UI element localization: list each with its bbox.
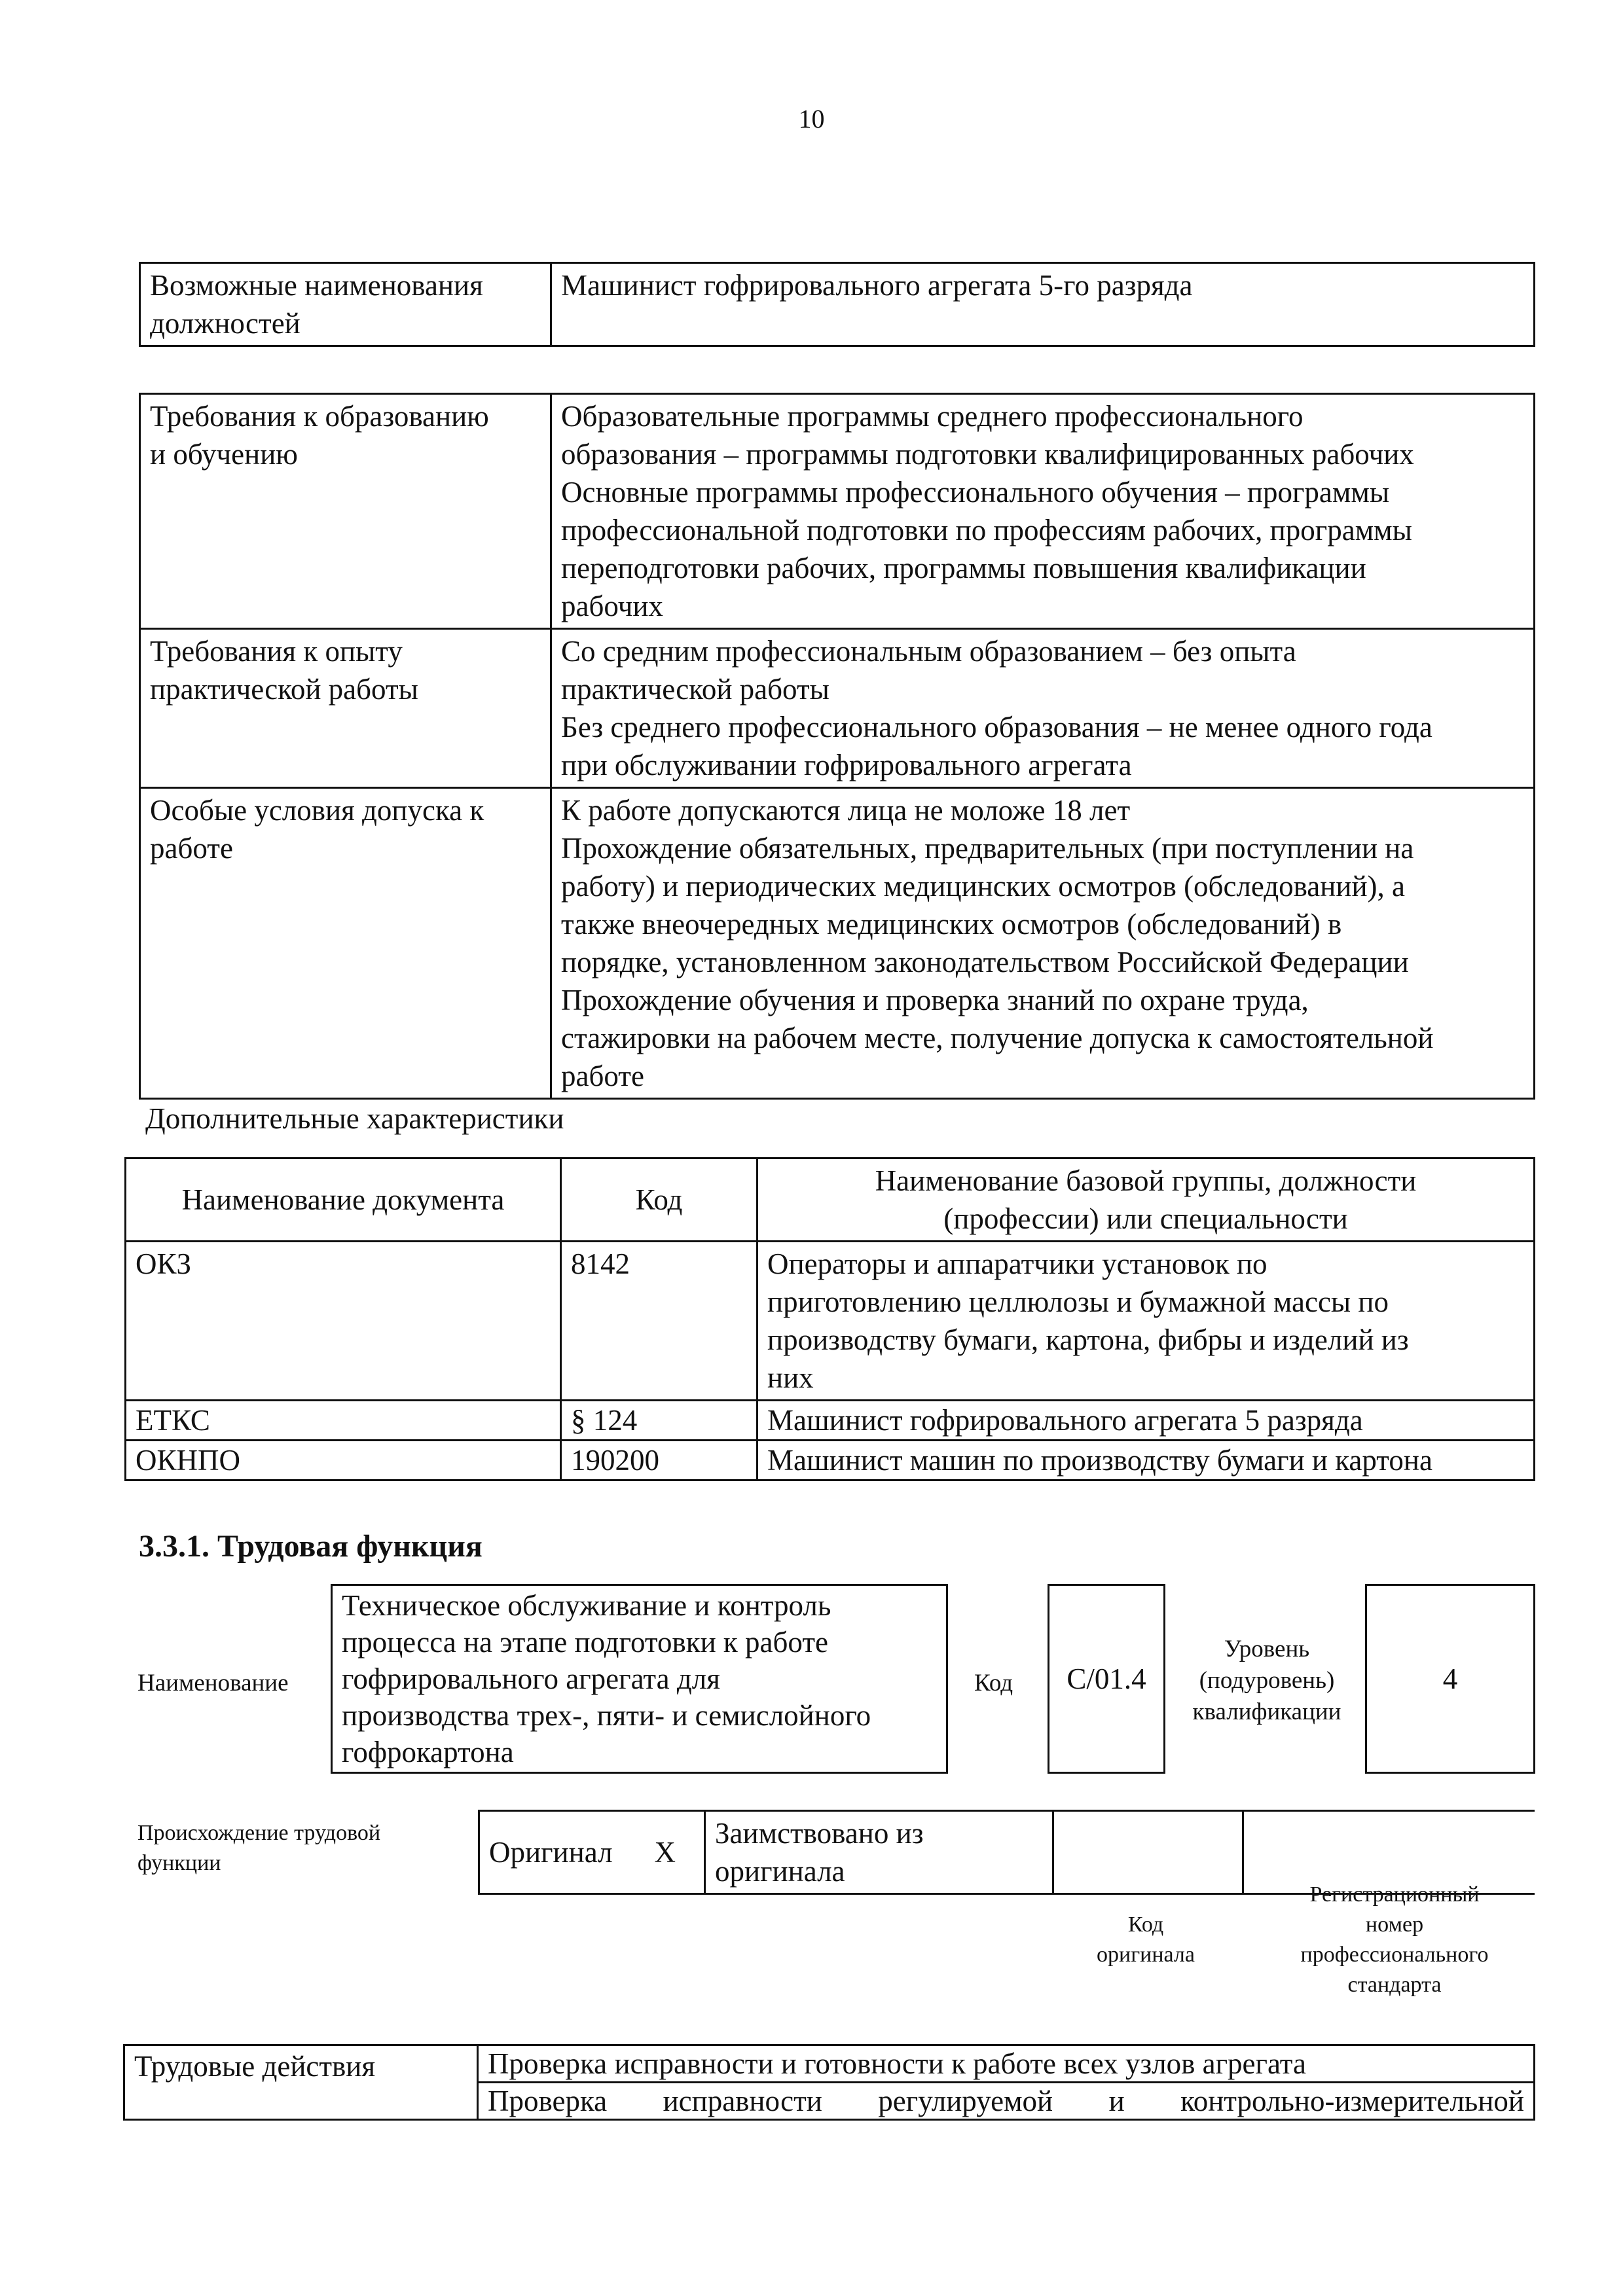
function-name-label: Наименование [137, 1670, 289, 1696]
row-name: Машинист гофрировального агрегата 5 разряда [757, 1401, 1535, 1441]
requirements-value: Со средним профессиональным образованием – без опыта практической работы Без среднего профессионального образования – не менее одного года при обслуживании гофрировального агрегата [551, 629, 1535, 788]
row-code: § 124 [561, 1401, 757, 1441]
additional-title: Дополнительные характеристики [145, 1102, 564, 1135]
requirements-row-admission [140, 788, 1535, 1099]
requirements-table [139, 393, 1535, 1100]
row-doc: ЕТКС [126, 1401, 561, 1441]
action-item: Проверка исправности регулируемой и контрольно-измерительной [478, 2083, 1535, 2120]
row-name: Операторы и аппаратчики установок по приготовлению целлюлозы и бумажной массы по производству бумаги, картона, фибры и изделий из них [757, 1242, 1535, 1401]
origin-mark: X [627, 1811, 705, 1894]
function-code-box: С/01.4 [1048, 1584, 1165, 1774]
header-doc: Наименование документа [126, 1158, 561, 1242]
requirements-label: Требования к опыту практической работы [140, 629, 551, 788]
level-value-box: 4 [1365, 1584, 1535, 1774]
row-code: 8142 [561, 1242, 757, 1401]
positions-table [139, 262, 1535, 347]
origin-borrowed: Заимствовано из оригинала [705, 1811, 1053, 1894]
table-row [126, 1242, 1535, 1401]
page-number: 10 [798, 104, 825, 134]
origin-label: Происхождение трудовой функции [137, 1821, 381, 1875]
requirements-label: Особые условия допуска к работе [140, 788, 551, 1099]
table-row [126, 1441, 1535, 1480]
row-name: Машинист машин по производству бумаги и картона [757, 1441, 1535, 1480]
requirements-row-experience [140, 629, 1535, 788]
requirements-value: Образовательные программы среднего профессионального образования – программы подготовки квалифицированных рабочих Основные программы профессионального обучения – программы профессиональной подготовки по профессиям рабочих, программы переподготовки рабочих, программы повышения квалификации рабочих [551, 394, 1535, 629]
row-doc: ОКНПО [126, 1441, 561, 1480]
requirements-label: Требования к образованию и обучению [140, 394, 551, 629]
origin-original: Оригинал [479, 1811, 627, 1894]
function-name-box: Техническое обслуживание и контроль процесса на этапе подготовки к работе гофрировального агрегата для производства трех-, пяти- и семислойного гофрокартона [331, 1584, 948, 1774]
origin-code-cell [1053, 1811, 1243, 1894]
row-code: 190200 [561, 1441, 757, 1480]
header-code: Код [561, 1158, 757, 1242]
additional-table [124, 1157, 1535, 1481]
row-doc: ОКЗ [126, 1242, 561, 1401]
function-code-label: Код [974, 1670, 1013, 1696]
header-name: Наименование базовой группы, должности (профессии) или специальности [757, 1158, 1535, 1242]
section-heading: 3.3.1. Трудовая функция [139, 1529, 483, 1564]
positions-value: Машинист гофрировального агрегата 5-го разряда [551, 263, 1535, 346]
positions-label: Возможные наименования должностей [140, 263, 551, 346]
table-row [126, 1401, 1535, 1441]
action-item: Проверка исправности и готовности к работе всех узлов агрегата [478, 2045, 1535, 2083]
additional-header-row [126, 1158, 1535, 1242]
level-label: Уровень (подуровень) квалификации [1192, 1636, 1341, 1725]
origin-reg-caption: Регистрационный номер профессионального стандарта [1300, 1882, 1489, 1997]
actions-table [123, 2044, 1535, 2121]
origin-code-caption: Код оригинала [1097, 1912, 1195, 1967]
requirements-value: К работе допускаются лица не моложе 18 лет Прохождение обязательных, предварительных (при поступлении на работу) и периодических медицинских осмотров (обследований), а также внеочередных медицинских осмотров (обследований) в порядке, установленном законодательством Российской Федерации Прохождение обучения и проверка знаний по охране труда, стажировки на рабочем месте, получение допуска к самостоятельной работе [551, 788, 1535, 1099]
actions-label: Трудовые действия [124, 2045, 478, 2120]
requirements-row-education [140, 394, 1535, 629]
